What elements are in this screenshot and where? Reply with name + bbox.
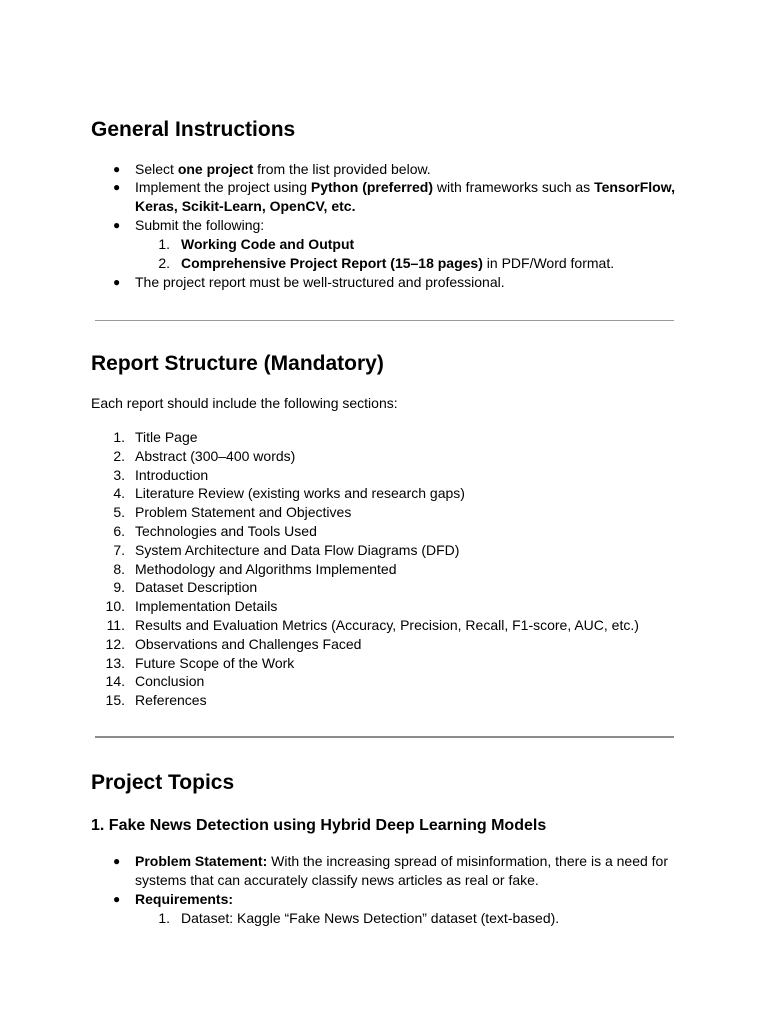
instruction-select-project: Select one project from the list provided below.: [135, 161, 431, 177]
sublist-number: 1.: [158, 910, 170, 926]
bullet-icon: ●: [113, 180, 121, 194]
report-item: Methodology and Algorithms Implemented: [135, 561, 397, 577]
report-item: Abstract (300–400 words): [135, 448, 296, 464]
general-instructions-heading: General Instructions: [91, 118, 296, 141]
report-item: Future Scope of the Work: [135, 655, 295, 671]
report-item-number: 6.: [113, 523, 125, 539]
report-item: Observations and Challenges Faced: [135, 636, 362, 652]
requirement-dataset: Dataset: Kaggle “Fake News Detection” dataset (text-based).: [181, 910, 560, 926]
report-item: Problem Statement and Objectives: [135, 504, 352, 520]
report-item-number: 14.: [105, 673, 125, 689]
report-item: Technologies and Tools Used: [135, 523, 317, 539]
report-item: References: [135, 692, 207, 708]
report-item: Results and Evaluation Metrics (Accuracy, Precision, Recall, F1-score, AUC, etc.): [135, 617, 639, 633]
report-item: Dataset Description: [135, 579, 258, 595]
report-item: Title Page: [135, 429, 198, 445]
report-item: Implementation Details: [135, 598, 278, 614]
report-item-number: 12.: [105, 636, 125, 652]
project-topics-heading: Project Topics: [91, 771, 235, 794]
report-item-number: 11.: [106, 617, 125, 633]
bullet-icon: ●: [113, 162, 121, 176]
report-item: Introduction: [135, 467, 209, 483]
instruction-implement-cont: Keras, Scikit-Learn, OpenCV, etc.: [135, 198, 356, 214]
section-divider: [95, 320, 674, 321]
section-divider: [95, 736, 674, 738]
report-item-number: 9.: [113, 579, 125, 595]
report-item: Literature Review (existing works and research gaps): [135, 485, 465, 501]
report-item: System Architecture and Data Flow Diagrams (DFD): [135, 542, 460, 558]
report-item-number: 4.: [113, 485, 125, 501]
instruction-implement: Implement the project using Python (preferred) with frameworks such as TensorFlow,: [135, 179, 675, 195]
report-item-number: 15.: [105, 692, 125, 708]
bullet-icon: ●: [113, 275, 121, 289]
report-item-number: 13.: [105, 655, 125, 671]
report-item-number: 5.: [113, 504, 125, 520]
report-item-number: 2.: [113, 448, 125, 464]
problem-statement-cont: systems that can accurately classify news articles as real or fake.: [135, 872, 539, 888]
report-item-number: 8.: [113, 561, 125, 577]
report-item-number: 1.: [113, 429, 125, 445]
report-structure-heading: Report Structure (Mandatory): [91, 352, 384, 375]
project-1-title: 1. Fake News Detection using Hybrid Deep Learning Models: [91, 817, 547, 834]
report-item: Conclusion: [135, 673, 205, 689]
requirements-label: Requirements:: [135, 891, 234, 907]
bullet-icon: ●: [113, 892, 121, 906]
sublist-number: 1.: [158, 236, 170, 252]
report-item-number: 3.: [113, 467, 125, 483]
bullet-icon: ●: [113, 854, 121, 868]
submit-item-code: Working Code and Output: [181, 236, 355, 252]
report-item-number: 10.: [105, 598, 125, 614]
sublist-number: 2.: [158, 255, 170, 271]
bullet-icon: ●: [113, 218, 121, 232]
instruction-submit: Submit the following:: [135, 217, 265, 233]
report-item-number: 7.: [113, 542, 125, 558]
instruction-structure: The project report must be well-structured and professional.: [135, 274, 505, 290]
submit-item-report: Comprehensive Project Report (15–18 pages) in PDF/Word format.: [181, 255, 615, 271]
report-intro: Each report should include the following sections:: [91, 395, 398, 411]
problem-statement: Problem Statement: With the increasing spread of misinformation, there is a need for: [135, 853, 668, 869]
